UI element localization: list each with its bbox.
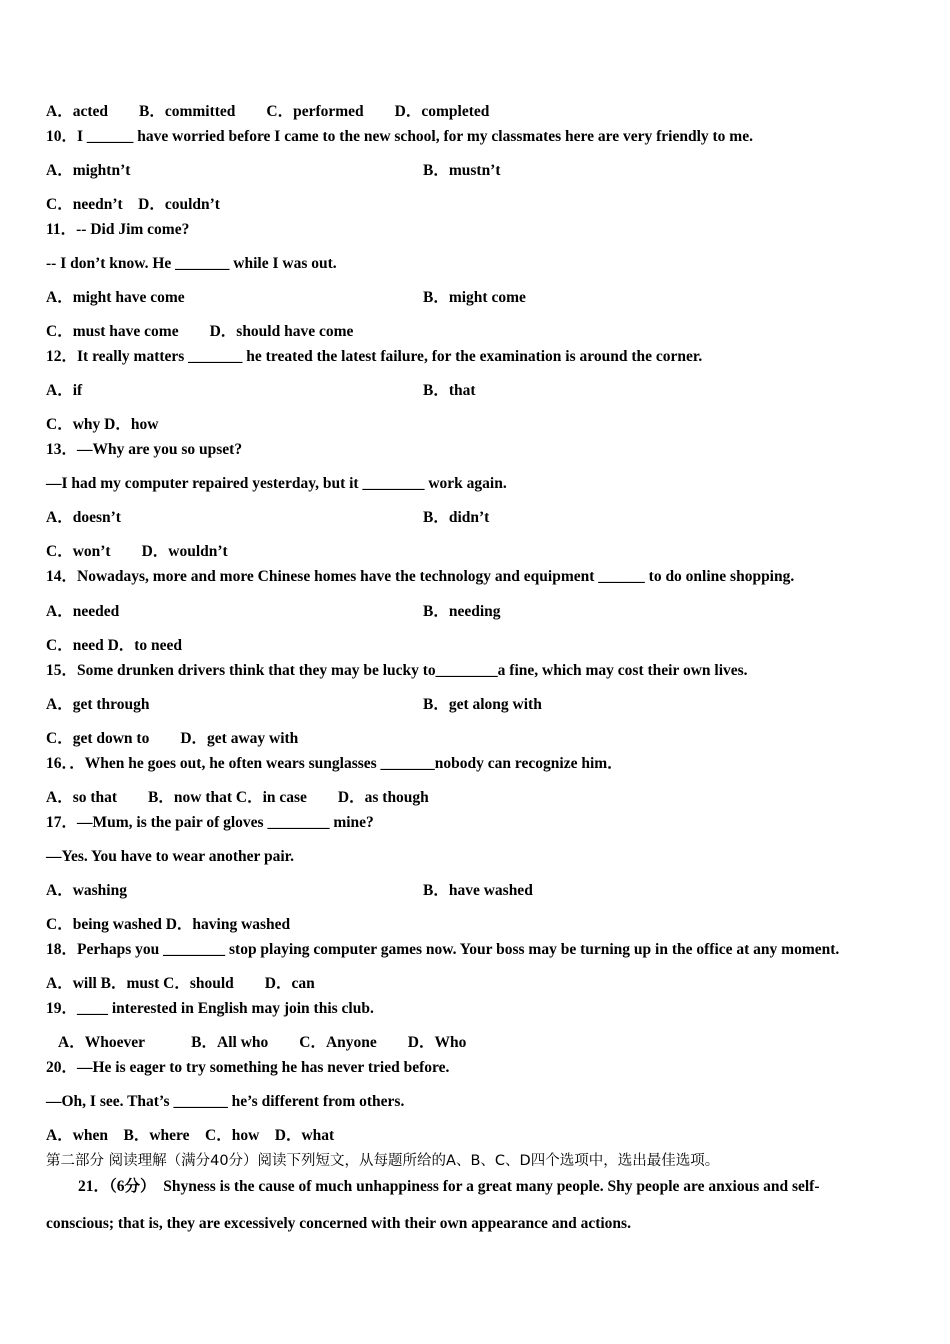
passage-line-1: 21．（6分） Shyness is the cause of much unhappiness for a great many people. Shy people are anxious and self- <box>78 1178 820 1195</box>
q11-question: 11．-- Did Jim come? <box>46 221 190 238</box>
q18-options: A．will B．must C．should D．can <box>46 975 315 992</box>
q20-question: 20．—He is eager to try something he has never tried before. <box>46 1059 450 1076</box>
q12-options-ab <box>46 381 476 401</box>
q9-options: A．acted B．committed C．performed D．completed <box>46 103 490 120</box>
q12-option-b: B．that <box>423 382 476 399</box>
section-heading: 第二部分 阅读理解（满分40分）阅读下列短文，从每题所给的A、B、C、D四个选项中，选出最佳选项。 <box>46 1153 720 1169</box>
q15-options-ab <box>46 695 542 715</box>
q13-option-a: A．doesn’t <box>46 509 121 526</box>
q19-question: 19．____ interested in English may join this club. <box>46 1000 374 1017</box>
q15-option-a: A．get through <box>46 696 150 713</box>
q11-options-ab <box>46 288 526 308</box>
q13-options-cd: C．won’t D．wouldn’t <box>46 543 228 560</box>
q17-option-a: A．washing <box>46 882 127 899</box>
q20-options: A．when B．where C．how D．what <box>46 1127 335 1144</box>
q15-options-cd: C．get down to D．get away with <box>46 730 299 747</box>
q10-question: 10．I ______ have worried before I came to the new school, for my classmates here are very friendly to me. <box>46 128 753 145</box>
passage-line-2: conscious; that is, they are excessively concerned with their own appearance and actions. <box>46 1215 631 1232</box>
q11-dialog: -- I don’t know. He _______ while I was out. <box>46 255 337 272</box>
q10-option-a: A．mightn’t <box>46 162 131 179</box>
q14-option-b: B．needing <box>423 603 501 620</box>
q12-options-cd: C．why D．how <box>46 416 159 433</box>
q15-option-b: B．get along with <box>423 696 542 713</box>
q11-option-a: A．might have come <box>46 289 185 306</box>
q10-options-cd: C．needn’t D．couldn’t <box>46 196 220 213</box>
q17-options-cd: C．being washed D．having washed <box>46 916 291 933</box>
q17-dialog: —Yes. You have to wear another pair. <box>46 848 295 865</box>
q12-question: 12．It really matters _______ he treated the latest failure, for the examination is around the corner. <box>46 348 703 365</box>
q10-option-b: B．mustn’t <box>423 162 501 179</box>
q16-question: 16．．When he goes out, he often wears sunglasses _______nobody can recognize him． <box>46 755 623 772</box>
q11-option-b: B．might come <box>423 289 526 306</box>
q16-options: A．so that B．now that C．in case D．as though <box>46 789 429 806</box>
q14-question: 14．Nowadays, more and more Chinese homes have the technology and equipment ______ to do online shopping. <box>46 568 795 585</box>
q17-question: 17．—Mum, is the pair of gloves ________ mine? <box>46 814 374 831</box>
q13-dialog: —I had my computer repaired yesterday, but it ________ work again. <box>46 475 507 492</box>
q18-question: 18．Perhaps you ________ stop playing computer games now. Your boss may be turning up in the office at any moment. <box>46 941 840 958</box>
q17-options-ab <box>46 881 533 901</box>
q10-options-ab <box>46 161 501 181</box>
q20-dialog: —Oh, I see. That’s _______ he’s different from others. <box>46 1093 405 1110</box>
q11-options-cd: C．must have come D．should have come <box>46 323 354 340</box>
q14-option-a: A．needed <box>46 603 120 620</box>
q17-option-b: B．have washed <box>423 882 533 899</box>
q12-option-a: A．if <box>46 382 83 399</box>
q13-option-b: B．didn’t <box>423 509 490 526</box>
q15-question: 15．Some drunken drivers think that they may be lucky to________a fine, which may cost their own lives. <box>46 662 748 679</box>
q19-options: A．Whoever B．All who C．Anyone D．Who <box>58 1034 467 1051</box>
q13-question: 13．—Why are you so upset? <box>46 441 243 458</box>
q13-options-ab <box>46 508 490 528</box>
q14-options-ab <box>46 602 501 622</box>
q14-options-cd: C．need D．to need <box>46 637 183 654</box>
